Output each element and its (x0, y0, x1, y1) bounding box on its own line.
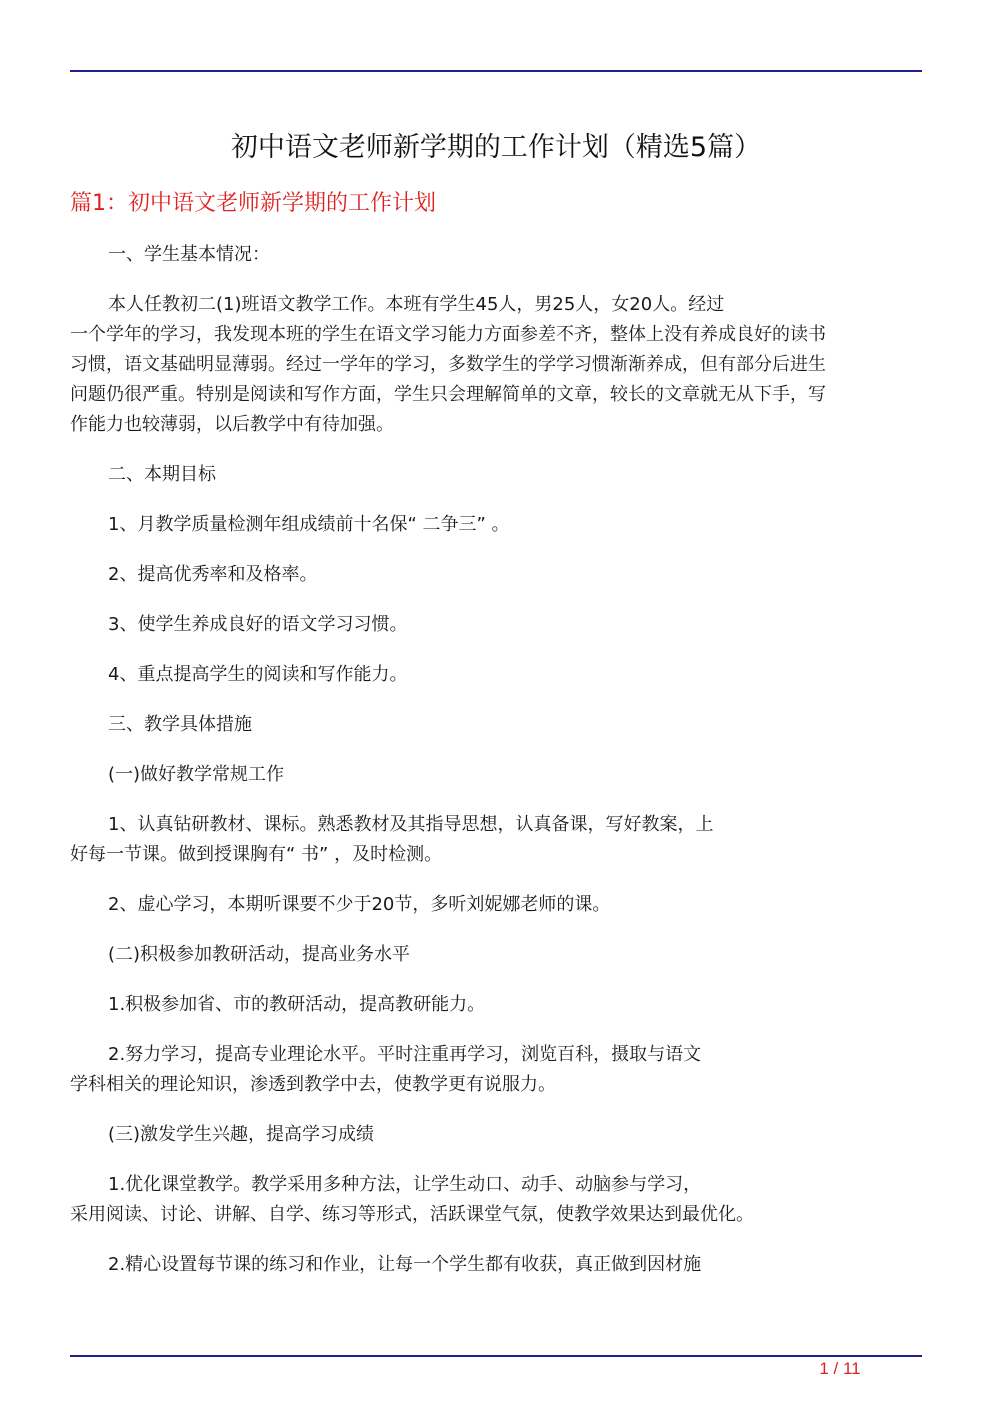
list-item: 2.精心设置每节课的练习和作业，让每一个学生都有收获，真正做到因材施 (108, 1254, 702, 1275)
page-indicator: 1 / 11 (819, 1359, 861, 1378)
list-item: 1.优化课堂教学。教学采用多种方法，让学生动口、动手、动脑参与学习， 采用阅读、讨论、讲解、自学、练习等形式，活跃课堂气氛，使教学效果达到最优化。 (70, 1174, 754, 1225)
paragraph: (一)做好教学常规工作 (108, 764, 285, 785)
list-item: 1、月教学质量检测年组成绩前十名保“ 二争三” 。 (108, 514, 510, 535)
list-item: 3、使学生养成良好的语文学习习惯。 (108, 614, 408, 635)
paragraph: 二、本期目标 (108, 464, 216, 485)
paragraph: (三)激发学生兴趣，提高学习成绩 (108, 1124, 375, 1145)
list-item: 1、认真钻研教材、课标。熟悉教材及其指导思想，认真备课，写好教案，上 好每一节课。做到授课胸有“ 书” ，及时检测。 (70, 814, 714, 865)
document-title: 初中语文老师新学期的工作计划（精选5篇） (230, 132, 762, 163)
list-item: 1.积极参加省、市的教研活动，提高教研能力。 (108, 994, 486, 1015)
list-item: 2、提高优秀率和及格率。 (108, 564, 318, 585)
paragraph: (二)积极参加教研活动，提高业务水平 (108, 944, 411, 965)
section-heading: 篇1：初中语文老师新学期的工作计划 (70, 191, 436, 216)
paragraph: 一、学生基本情况： (108, 244, 270, 265)
list-item: 2.努力学习，提高专业理论水平。平时注重再学习，浏览百科，摄取与语文 学科相关的理论知识，渗透到教学中去，使教学更有说服力。 (70, 1044, 702, 1095)
list-item: 2、虚心学习，本期听课要不少于20节，多听刘妮娜老师的课。 (108, 894, 611, 915)
list-item: 4、重点提高学生的阅读和写作能力。 (108, 664, 408, 685)
document-body (70, 240, 915, 1300)
header-rule (70, 70, 922, 72)
paragraph: 三、教学具体措施 (108, 714, 252, 735)
paragraph: 本人任教初二(1)班语文教学工作。本班有学生45人，男25人，女20人。经过 一个学年的学习，我发现本班的学生在语文学习能力方面参差不齐，整体上没有养成良好的读书 习惯，语文基础明显薄弱。经过一学年的学习，多数学生的学学习惯渐渐养成，但有部分后进生 问题仍很严重。特别是阅读和写作方面，学生只会理解简单的文章，较长的文章就无从下手，写 作能力也较薄弱，以后教学中有待加强。 (70, 294, 826, 435)
footer-rule (70, 1355, 922, 1357)
